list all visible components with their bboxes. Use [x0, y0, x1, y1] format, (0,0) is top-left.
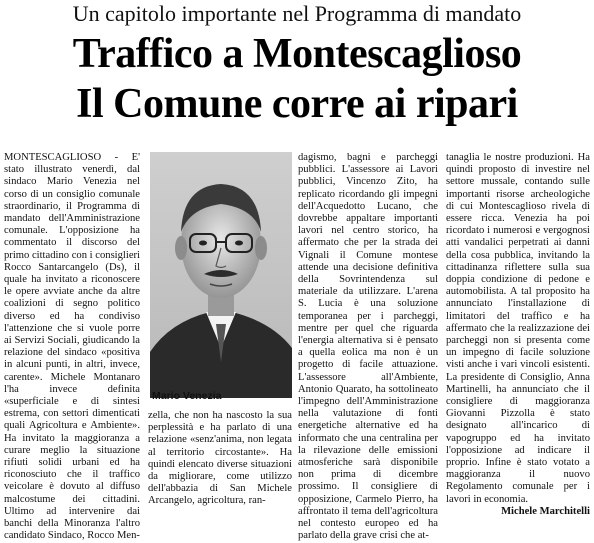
article-column-2	[148, 410, 292, 508]
column-3-text: dagismo, bagni e parcheggi pubblici. L'assessore ai Lavori pubblici, Vincenzo Zito, ha replicato ricordando gli impegni dell'Acquedotto Lucano, che dovrebbe appaltare importanti lavori nel centro storico, ha affermato che per la strada dei Vignali il Comune montese attende una decisione definitiva della Sovrintendenza sul materiale da utilizzare. L'arena S. Lucia è una soluzione temporanea per i parcheggi, mentre per quel che riguarda l'energia alternativa si è pensato a quella eolica ma non è un progetto di facile attuazione. L'assessore all'Ambiente, Antonio Quarato, ha sottolineato l'impegno dell'Amministrazione nella valutazione di fonti energetiche alternative ed ha informato che una centralina per la rilevazione delle emissioni atmosferiche sarà disponibile non prima di dicembre prossimo. Il consigliere di opposizione, Carmelo Pierro, ha affrontato il tema dell'agricoltura nel contesto europeo ed ha parlato della grave crisi che at-	[298, 152, 438, 542]
article-body	[0, 146, 594, 542]
kicker-line: Un capitolo importante nel Programma di mandato	[72, 1, 522, 26]
portrait-photo	[150, 152, 292, 398]
article-column-1	[4, 152, 140, 542]
column-2-text: zella, che non ha nascosto la sua perplessità e ha parlato di una relazione «senz'anima, non legata al territorio circostante». Ha quindi elencato diverse situazioni da migliorare, come utilizzo dell'abbazia di San Michele Arcangelo, agricoltura, ran-	[148, 410, 292, 507]
headline-line-2: Il Comune corre ai ripari	[76, 81, 518, 127]
article-column-3	[298, 152, 438, 542]
column-4-text: tanaglia le nostre produzioni. Ha quindi proposto di investire nel settore mussale, contando sulle importanti risorse archeologiche di cui Montescaglioso rivela di essere ricca. Venezia ha poi ricordato i numerosi e vergognosi atti vandalici perpetrati ai danni della cosa pubblica, invitando la cittadinanza riflettere sulla sua doppia condizione di pedone e automobilista. A tal proposito ha annunciato l'installazione di limitatori del traffico e ha affermato che la realizzazione dei parcheggi non si presenta come un impegno di facile soluzione visti anche i vari vincoli esistenti. La presidente di Consiglio, Anna Martinelli, ha annunciato che il consigliere di maggioranza Giovanni Pizzolla è stato designato all'incarico di vapogruppo ed ha invitato l'opposizione ad indicare il proprio. Infine è stato votato a maggioranza il nuovo Regolamento comunale per i lavori in economia.	[446, 152, 590, 505]
portrait-image	[150, 152, 292, 398]
photo-caption: Mario Venezia	[152, 390, 222, 402]
headline-line-1: Traffico a Montescaglioso	[72, 31, 522, 77]
author-signature: Michele Marchitelli	[501, 505, 590, 517]
article-column-4	[446, 152, 590, 517]
column-1-text: MONTESCAGLIOSO - E' stato illustrato venerdì, dal sindaco Mario Venezia nel corso di un consiglio comunale straordinario, il Programma di mandato dell'Amministrazione comunale. L'opposizione ha commentato il discorso del primo cittadino con i consiglieri Rocco Santarcangelo (Ds), il quale ha invitato a riconoscere le opere avviate anche da altre coalizioni di segno politico diverso ed ha condiviso l'attenzione che si vuole porre ai Servizi Sociali, giudicando la relazione del sindaco «positiva in alcuni punti, in altri, invece, carente». Michele Montanaro l'ha invece definita «superficiale e di sintesi estrema, con settori dimenticati quali Agricoltura e Ambiente». Ha invitato la maggioranza a curare meglio la situazione rifiuti solidi urbani ed ha riconosciuto che il traffico veicolare è dovuto al diffuso malcostume dei cittadini. Ultimo ad intervenire dai banchi della Minoranza l'altro candidato Sindaco, Rocco Men-	[4, 152, 140, 542]
